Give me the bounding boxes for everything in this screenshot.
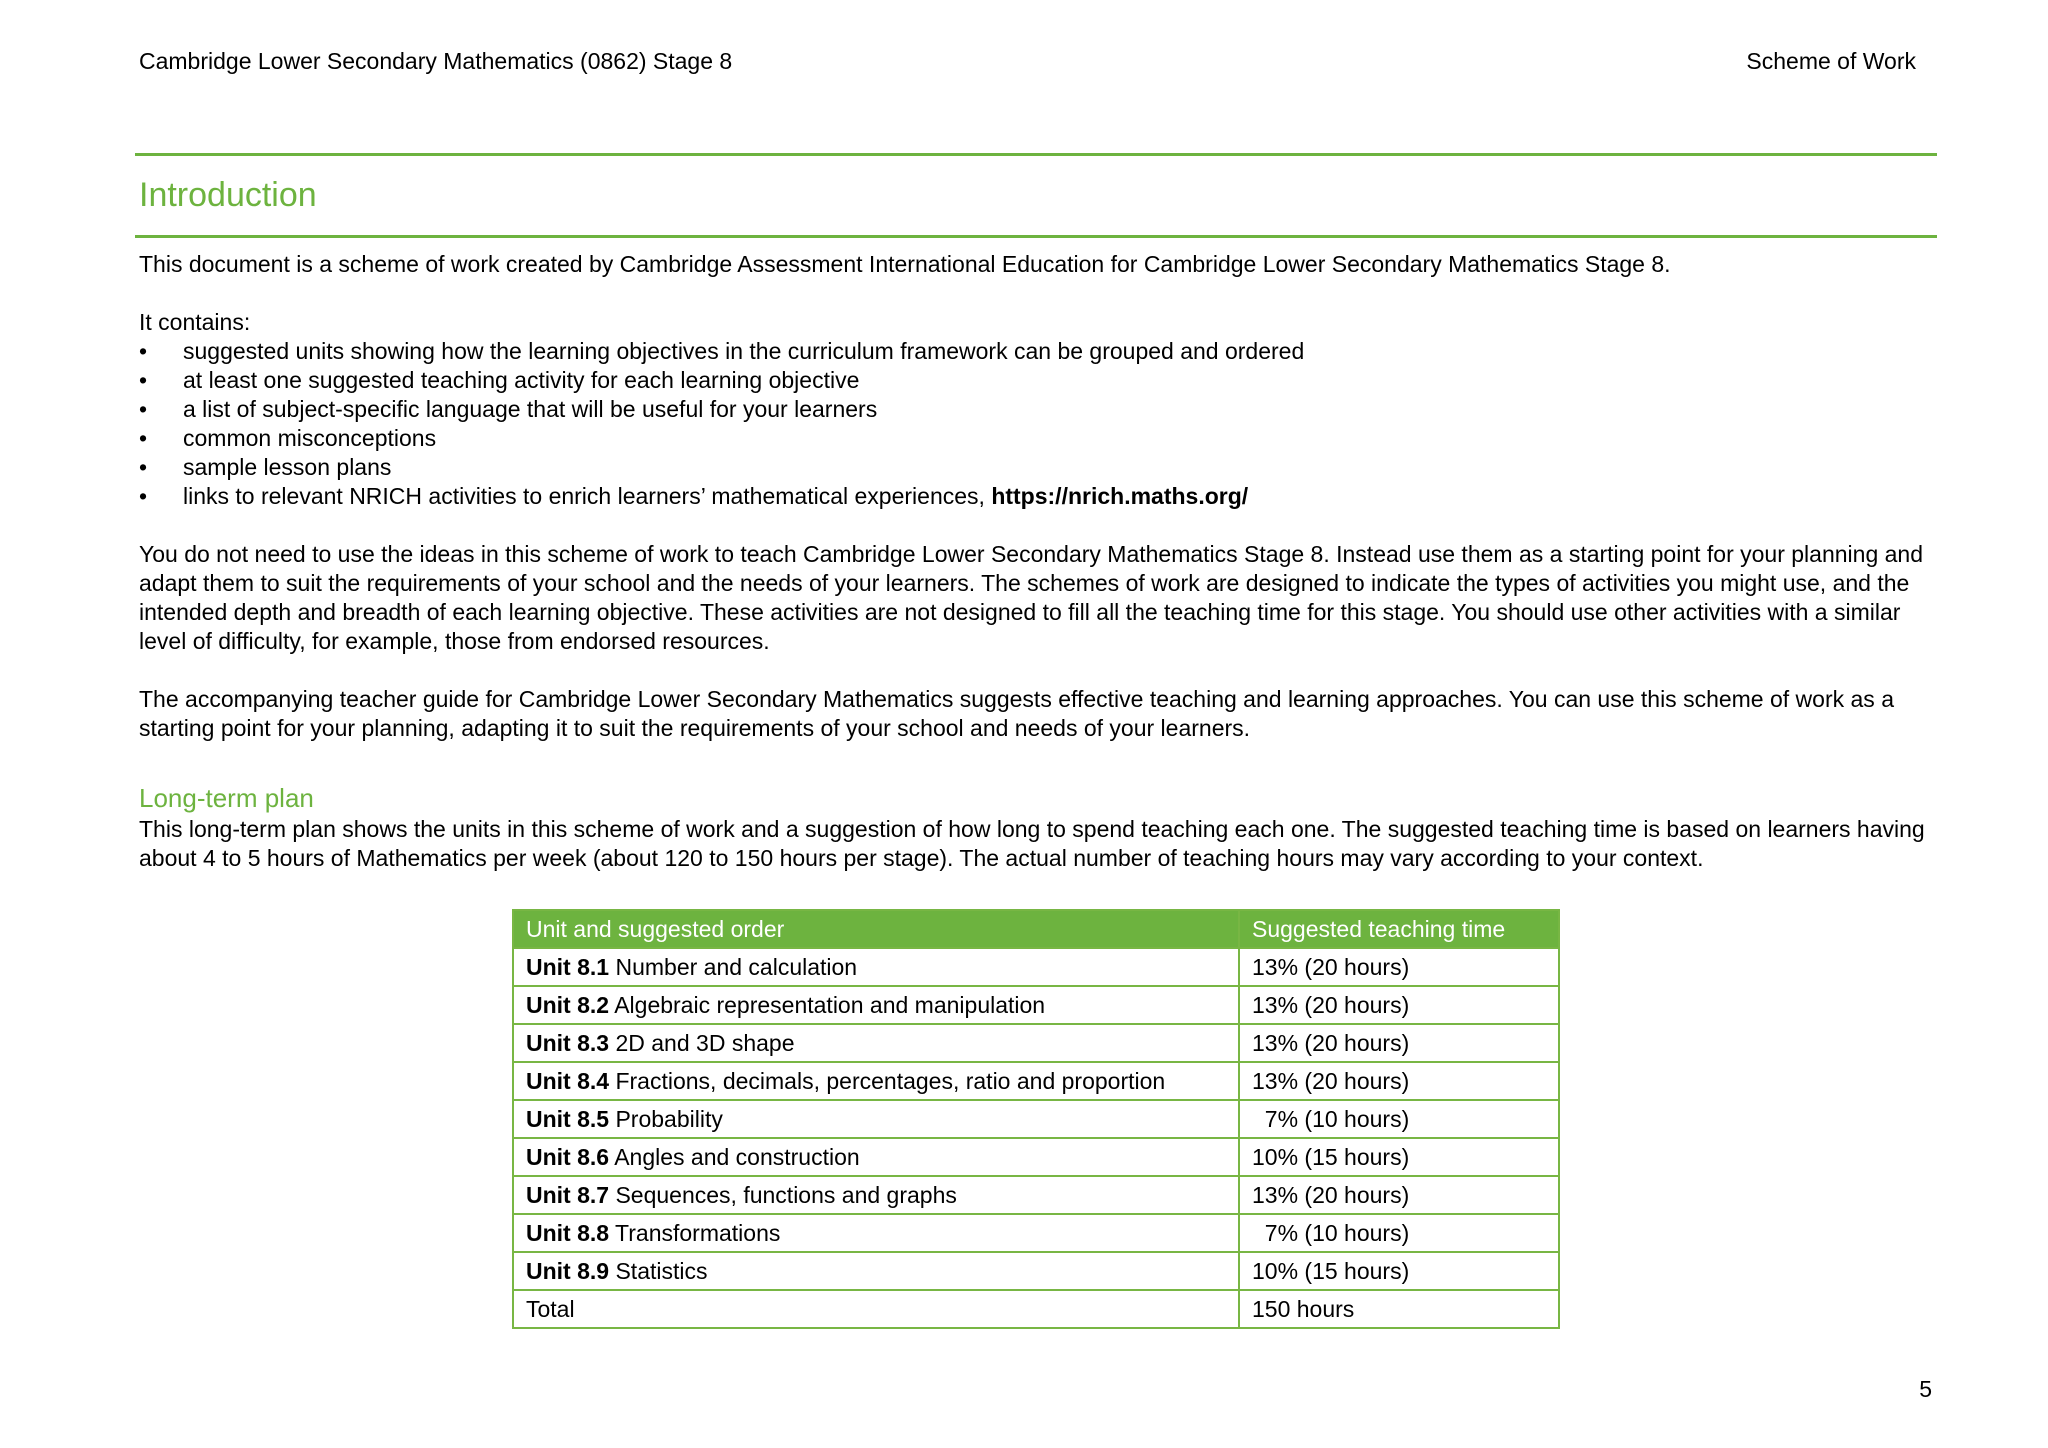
- bullet-icon: •: [139, 338, 148, 364]
- time-cell: 13% (20 hours): [1239, 948, 1559, 986]
- page-header-left: Cambridge Lower Secondary Mathematics (0862) Stage 8: [139, 48, 733, 74]
- list-item: • suggested units showing how the learning objectives in the curriculum framework can be grouped and ordered: [139, 338, 1305, 364]
- content: [139, 250, 1939, 873]
- header-time: Suggested teaching time: [1239, 910, 1559, 948]
- bullet-icon: •: [139, 425, 148, 451]
- bullet-icon: •: [139, 367, 148, 393]
- long-term-plan-heading: Long-term plan: [139, 783, 314, 813]
- contains-label: It contains:: [139, 309, 251, 335]
- nrich-link[interactable]: https://nrich.maths.org/: [991, 483, 1249, 509]
- page-number: 5: [1919, 1376, 1932, 1402]
- header-unit: Unit and suggested order: [513, 910, 1239, 948]
- unit-cell: Unit 8.2 Algebraic representation and manipulation: [513, 986, 1239, 1024]
- contents-list: [139, 337, 1939, 511]
- bullet-icon: •: [139, 396, 148, 422]
- page-header-right: Scheme of Work: [1746, 48, 1916, 74]
- time-cell: 13% (20 hours): [1239, 1176, 1559, 1214]
- unit-cell: Unit 8.4 Fractions, decimals, percentages, ratio and proportion: [513, 1062, 1239, 1100]
- time-cell: 7% (10 hours): [1239, 1100, 1559, 1138]
- unit-cell: Unit 8.5 Probability: [513, 1100, 1239, 1138]
- time-cell: 13% (20 hours): [1239, 986, 1559, 1024]
- table-row: [513, 986, 1559, 1024]
- list-item: • at least one suggested teaching activity for each learning objective: [139, 367, 860, 393]
- list-item: • a list of subject-specific language that will be useful for your learners: [139, 396, 878, 422]
- table-row: [513, 1100, 1559, 1138]
- list-item: • common misconceptions: [139, 425, 437, 451]
- table-row: [513, 1252, 1559, 1290]
- unit-cell: Unit 8.7 Sequences, functions and graphs: [513, 1176, 1239, 1214]
- table-row: [513, 1138, 1559, 1176]
- time-cell: 10% (15 hours): [1239, 1252, 1559, 1290]
- table-row: [513, 1214, 1559, 1252]
- top-rule: [135, 153, 1937, 156]
- bottom-rule: [135, 235, 1937, 238]
- list-item: • sample lesson plans: [139, 454, 392, 480]
- usage-paragraph: You do not need to use the ideas in this scheme of work to teach Cambridge Lower Secondary Mathematics Stage 8. Instead use them as a starting point for your planning and adapt them to suit the requirements of your school and the needs of your learners. The schemes of work are designed to indicate the types of activities you might use, and the intended depth and breadth of each learning objective. These activities are not designed to fill all the teaching time for this stage. You should use other activities with a similar level of difficulty, for example, those from endorsed resources.: [139, 541, 1923, 654]
- unit-cell: Unit 8.9 Statistics: [513, 1252, 1239, 1290]
- table-row: [513, 1176, 1559, 1214]
- bullet-icon: •: [139, 454, 148, 480]
- table-total-row: [513, 1290, 1559, 1328]
- intro-paragraph: This document is a scheme of work created by Cambridge Assessment International Education for Cambridge Lower Secondary Mathematics Stage 8.: [139, 251, 1671, 277]
- long-term-plan-description: This long-term plan shows the units in this scheme of work and a suggestion of how long to spend teaching each one. The suggested teaching time is based on learners having about 4 to 5 hours of Mathematics per week (about 120 to 150 hours per stage). The actual number of teaching hours may vary according to your context.: [139, 816, 1925, 871]
- table-row: [513, 1062, 1559, 1100]
- total-label: Total: [513, 1290, 1239, 1328]
- table-row: [513, 948, 1559, 986]
- table-row: [513, 1024, 1559, 1062]
- list-item: • links to relevant NRICH activities to enrich learners’ mathematical experiences, https://nrich.maths.org/: [139, 483, 1249, 509]
- total-value: 150 hours: [1239, 1290, 1559, 1328]
- section-title: Introduction: [139, 176, 317, 214]
- unit-cell: Unit 8.1 Number and calculation: [513, 948, 1239, 986]
- time-cell: 7% (10 hours): [1239, 1214, 1559, 1252]
- unit-cell: Unit 8.3 2D and 3D shape: [513, 1024, 1239, 1062]
- time-cell: 13% (20 hours): [1239, 1062, 1559, 1100]
- time-cell: 13% (20 hours): [1239, 1024, 1559, 1062]
- time-cell: 10% (15 hours): [1239, 1138, 1559, 1176]
- long-term-plan-table: [512, 909, 1560, 1329]
- table-header-row: [513, 910, 1559, 948]
- unit-cell: Unit 8.8 Transformations: [513, 1214, 1239, 1252]
- teacher-guide-paragraph: The accompanying teacher guide for Cambridge Lower Secondary Mathematics suggests effective teaching and learning approaches. You can use this scheme of work as a starting point for your planning, adapting it to suit the requirements of your school and needs of your learners.: [139, 686, 1894, 741]
- unit-cell: Unit 8.6 Angles and construction: [513, 1138, 1239, 1176]
- bullet-icon: •: [139, 483, 148, 509]
